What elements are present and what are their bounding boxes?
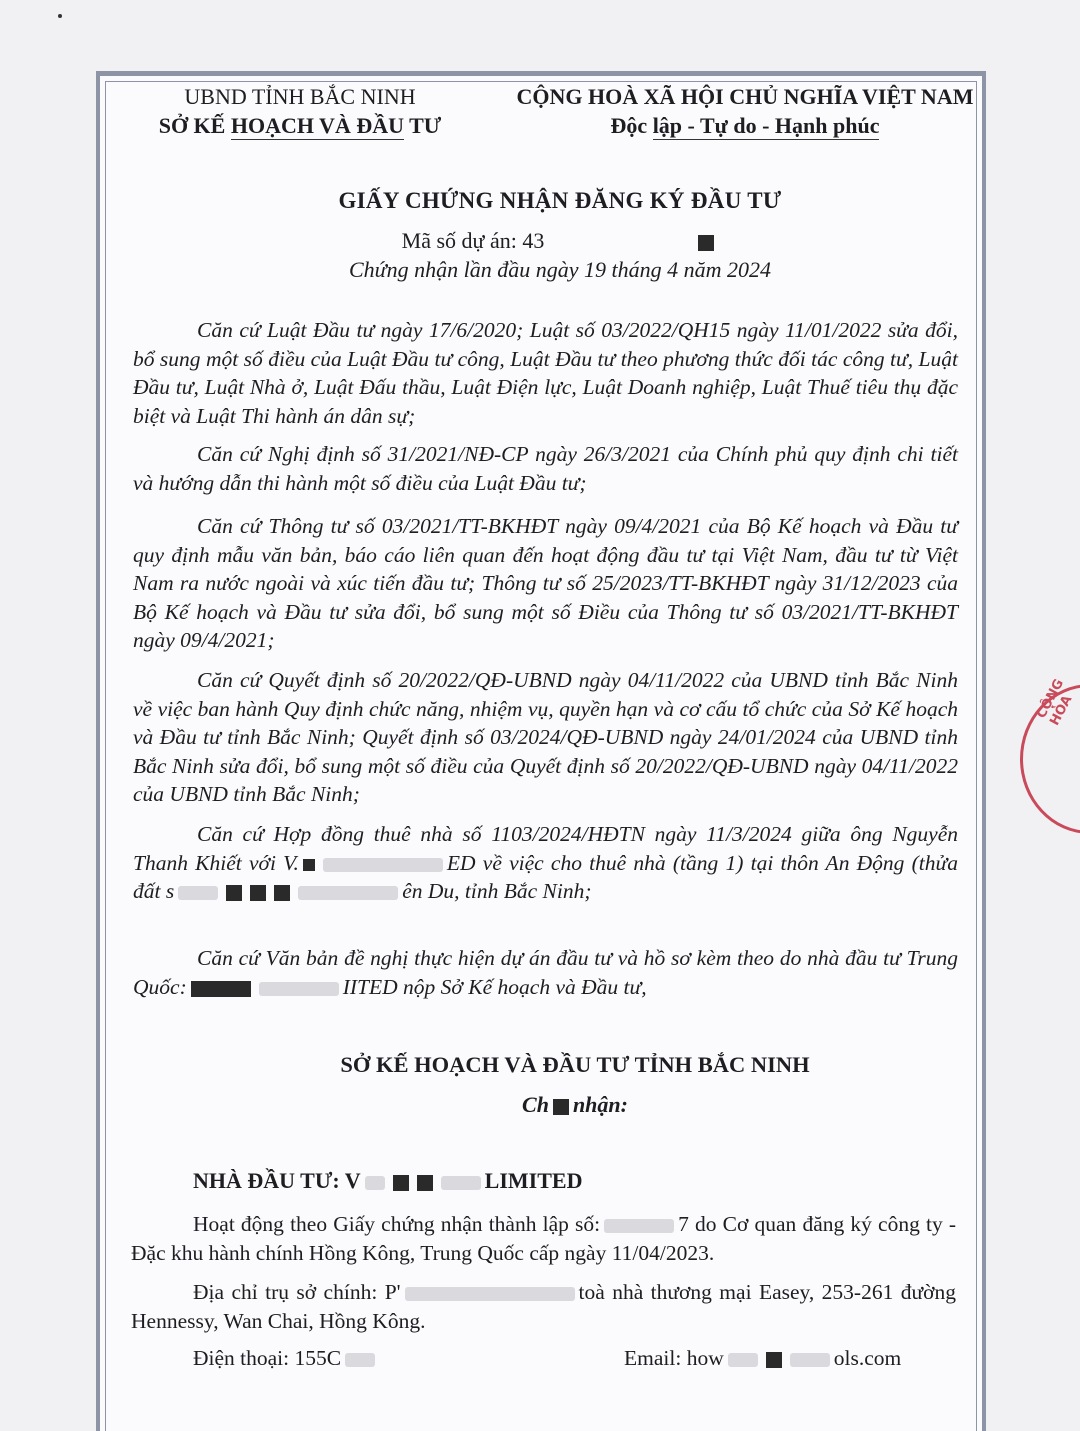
redaction-mark — [417, 1175, 433, 1191]
address-text-b: toà nhà thương mại Easey, 253-261 đường Hennessy, Wan Chai, Hồng Kông. — [131, 1280, 957, 1333]
national-name: CỘNG HOÀ XÃ HỘI CHỦ NGHĨA VIỆT NAM — [516, 84, 974, 109]
certifies-heading — [120, 1092, 1030, 1118]
lease-text-c: ên Du, tỉnh Bắc Ninh; — [402, 879, 592, 903]
project-code — [120, 228, 1000, 254]
dust-speck — [58, 14, 62, 18]
registration-text-a: Hoạt động theo Giấy chứng nhận thành lập số: — [193, 1212, 601, 1236]
phone-number — [193, 1346, 379, 1371]
certifying-department: SỞ KẾ HOẠCH VÀ ĐẦU TƯ TỈNH BẮC NINH — [340, 1052, 810, 1077]
email-text-a: Email: how — [624, 1346, 724, 1370]
blurred-text — [365, 1176, 385, 1190]
redaction-mark — [303, 859, 315, 871]
issuer-dept-tail: TƯ — [404, 113, 442, 138]
investor-request-b: IITED nộp Sở Kế hoạch và Đầu tư, — [342, 974, 647, 999]
blurred-text — [441, 1176, 481, 1190]
redaction-mark — [553, 1099, 569, 1115]
redaction-mark — [226, 885, 242, 901]
legal-basis-1: Căn cứ Luật Đầu tư ngày 17/6/2020; Luật số 03/2022/QH15 ngày 11/01/2022 sửa đổi, bổ sung một số điều của Luật Đầu tư công, Luật Đầu tư theo phương thức đối tác công tư, Luật Đầu tư, Luật Nhà ở, Luật Đấu thầu, Luật Điện lực, Luật Doanh nghiệp, Luật Thuế tiêu thụ đặc biệt và Luật Thi hành án dân sự; — [133, 318, 958, 428]
seal-stamp-text: CỘNG HÒA — [1034, 676, 1076, 729]
project-code-text: Mã số dự án: 43 — [401, 228, 545, 253]
address-text-a: Địa chỉ trụ sở chính: P' — [193, 1280, 401, 1304]
motto-part: Độc — [610, 113, 653, 138]
legal-basis-6 — [133, 944, 958, 1001]
redaction-mark — [250, 885, 266, 901]
investor-label: NHÀ ĐẦU TƯ: V — [193, 1168, 361, 1193]
investor-suffix: LIMITED — [484, 1168, 583, 1193]
lease-text-a: Căn cứ Hợp đồng thuê nhà số 1103/2024/HĐTN ngày 11/3/2024 giữa ông Nguyễn Thanh Khiết với V. — [133, 822, 958, 875]
certifies-tail: nhận: — [572, 1092, 628, 1117]
blurred-text — [298, 886, 398, 900]
blurred-text — [728, 1353, 758, 1367]
issuer-dept-part: SỞ KẾ — [158, 113, 231, 138]
lease-text-b: ED về việc cho thuê nhà (tầng 1) tại thôn An Động (thửa đất s — [133, 850, 959, 903]
phone-text: Điện thoại: 155C — [193, 1346, 342, 1370]
blurred-text — [604, 1219, 674, 1233]
national-header — [500, 82, 990, 140]
email-text-b: ols.com — [833, 1346, 902, 1370]
blurred-text — [259, 982, 339, 996]
document-title: GIẤY CHỨNG NHẬN ĐĂNG KÝ ĐẦU TƯ — [338, 188, 782, 213]
legal-basis-4: Căn cứ Quyết định số 20/2022/QĐ-UBND ngày 04/11/2022 của UBND tỉnh Bắc Ninh về việc ban hành Quy định chức năng, nhiệm vụ, quyền hạn và cơ cấu tổ chức của Sở Kế hoạch và Đầu tư tỉnh Bắc Ninh; Quyết định số 03/2024/QĐ-UBND ngày 24/01/2024 của UBND tỉnh Bắc Ninh sửa đổi, bổ sung một số điều của Quyết định số 20/2022/QĐ-UBND ngày 04/11/2022 của UBND tỉnh Bắc Ninh; — [133, 668, 958, 806]
investor-name — [193, 1168, 582, 1194]
issuer-dept-underlined: HOẠCH VÀ ĐẦU — [230, 113, 404, 138]
legal-basis-5 — [133, 820, 958, 906]
redaction-mark — [766, 1352, 782, 1368]
redaction-mark — [191, 981, 251, 997]
investor-request-a: Căn cứ Văn bản đề nghị thực hiện dự án đầu tư và hồ sơ kèm theo do nhà đầu tư Trung Quốc: — [133, 946, 958, 999]
certifies-part: Ch — [522, 1092, 549, 1117]
blurred-text — [790, 1353, 830, 1367]
redaction-mark — [393, 1175, 409, 1191]
registration-info — [131, 1210, 956, 1268]
national-motto — [500, 111, 990, 140]
blurred-text — [345, 1353, 375, 1367]
redaction-mark — [274, 885, 290, 901]
legal-basis-2: Căn cứ Nghị định số 31/2021/NĐ-CP ngày 26/3/2021 của Chính phủ quy định chi tiết và hướng dẫn thi hành một số điều của Luật Đầu tư; — [133, 442, 958, 495]
issuer-header — [130, 82, 470, 140]
blurred-text — [405, 1287, 575, 1301]
headquarters-address — [131, 1278, 956, 1336]
legal-basis-3: Căn cứ Thông tư số 03/2021/TT-BKHĐT ngày 09/4/2021 của Bộ Kế hoạch và Đầu tư quy định mẫu văn bản, báo cáo liên quan đến hoạt động đầu tư tại Việt Nam, đầu tư từ Việt Nam ra nước ngoài và xúc tiến đầu tư; Thông tư số 25/2023/TT-BKHĐT ngày 31/12/2023 của Bộ Kế hoạch và Đầu tư sửa đổi, bổ sung một số Điều của Thông tư số 03/2021/TT-BKHĐT ngày 09/4/2021; — [133, 514, 958, 652]
redaction-mark — [698, 235, 714, 251]
certification-date: Chứng nhận lần đầu ngày 19 tháng 4 năm 2024 — [348, 257, 772, 282]
issuer-province: UBND TỈNH BẮC NINH — [184, 84, 416, 109]
email-address — [624, 1346, 901, 1371]
motto-underlined: lập - Tự do - Hạnh phúc — [652, 113, 880, 138]
blurred-text — [178, 886, 218, 900]
issuer-department — [130, 111, 470, 140]
blurred-text — [323, 858, 443, 872]
registration-text-b: 7 do Cơ quan đăng ký công ty - Đặc khu hành chính Hồng Kông, Trung Quốc cấp ngày 11/04/2023. — [131, 1212, 956, 1265]
